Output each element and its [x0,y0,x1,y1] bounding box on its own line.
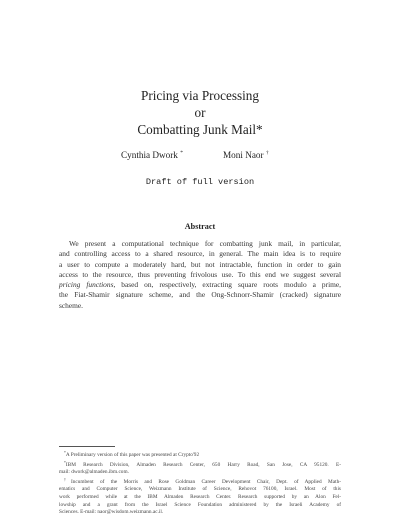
author-dwork [121,150,183,160]
footnote-rule [59,446,115,447]
footnote-text: lowship and a grant from the Israel Science Foundation administered by the Israeli Academy of [59,501,341,508]
footnote-text: work performed while at the IBM Almaden Research Center. Research supported by an Alon Fel- [59,493,341,500]
footnote-text: IBM Research Division, Almaden Research Center, 650 Harry Road, San Jose, CA 95120. E- [65,461,341,468]
footnote-mark: * [64,451,66,455]
footnote-1 [59,450,341,460]
author-list [0,150,400,164]
abstract-line: the Fiat-Shamir signature scheme, and the Ong-Schnorr-Shamir (cracked) signature [59,290,341,300]
abstract-heading: Abstract [184,222,216,231]
footnotes [59,450,341,517]
title-line-2: or [194,105,206,120]
footnote-text: ematics and Computer Science, Weizmann Institute of Science, Rehovot 76100, Israel. Most of this [59,486,341,493]
author-name: Moni Naor [223,150,264,160]
footnote-3 [59,477,341,487]
footnote-text: A Preliminary version of this paper was presented at Crypto'92 [65,452,200,458]
abstract-line: and controlling access to a shared resource, in general. The main idea is to require [59,249,341,259]
abstract-emphasis: pricing functions [59,280,114,290]
abstract-body [59,239,341,311]
abstract-line: pricing functions, based on, respectively, extracting square roots modulo a prime, [59,280,341,290]
title-line-3: Combatting Junk Mail* [137,122,263,137]
footnote-text: Sciences. E-mail: naor@wisdom.weizmann.ac.il. [59,509,164,516]
abstract-line: scheme. [59,300,84,310]
footnote-mark: * [64,460,66,465]
abstract-line: We present a computational technique for combatting junk mail, in particular, [69,239,341,248]
abstract-line: access to the resource, thus preventing frivolous use. To this end we suggest several [59,269,341,279]
author-name: Cynthia Dwork [121,150,178,160]
footnote-text: Incumbent of the Morris and Rose Goldman Career Development Chair, Dept. of Applied Math- [70,478,341,485]
author-naor [223,150,269,160]
footnote-mark: † [64,477,71,482]
title-line-1: Pricing via Processing [141,88,259,103]
author-footnote-mark: † [265,150,269,156]
footnote-2 [59,460,341,470]
draft-note: Draft of full version [145,177,255,187]
abstract-line: a user to compute a moderately hard, but not intractable, function in order to gain [59,259,341,269]
footnote-text: mail: dwork@almaden.ibm.com. [59,469,129,476]
author-footnote-mark: * [180,150,183,156]
